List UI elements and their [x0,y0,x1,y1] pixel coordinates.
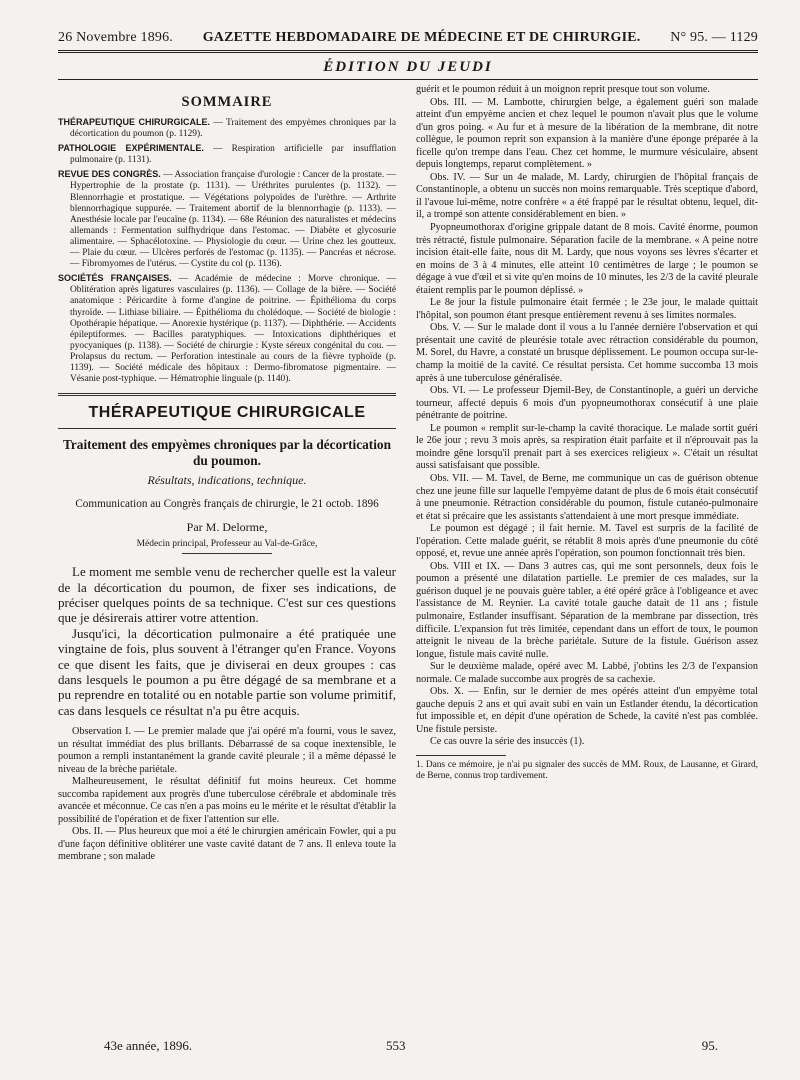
heading-rule [58,428,396,429]
observation-paragraph: Sur le deuxième malade, opéré avec M. Labbé, j'obtins les 2/3 de l'expansion normale. Ce malade succombe aux progrès de sa cachexie. [416,661,758,685]
observation-paragraph: Ce cas ouvre la série des insuccès (1). [430,736,585,748]
author-line: Par M. Delorme, [186,520,268,535]
sommaire-entry: REVUE DES CONGRÈS. — Association française d'urologie : Cancer de la prostate. — Hypertrophie de la prostate (p. 1131). — Uréthrites purulentes (p. 1132). — Blennorrhagie et prostatique. — Végétations polypoïdes de l'urèthre. — Arthrite blennorrhagique suppurée. — Traitement abortif de la blennorrhagie (p. 1133). — Anesthésie locale par l'eucaïne (p. 1134). — 68e Réunion des naturalistes et médecins allemands : Fermentation sulfhydrique dans l'estomac. — Diabète et glycosurie alimentaire. — Sphacélotoxine. — Physiologie du cœur. — Urine chez les goutteux. — Plaie du cœur. — Ulcères perforés de l'estomac (p. 1135). — Pancréas et nécrose. — Fibromyomes de l'utérus. — Cystite du col (p. 1136). [58,169,396,270]
left-column [58,84,396,864]
page-number: 553 [386,1038,406,1053]
edition-banner: ÉDITION DU JEUDI [323,59,493,75]
observation-paragraph: Obs. V. — Sur le malade dont il vous a lu l'année dernière l'observation et qui présentait une cavité de pleurésie totale avec rétraction considérable du poumon, M. Sorel, du Havre, a constaté un brusque déplissement. Le poumon occupa sur-le-champ la moitié de la cavité. Ce résultat persista. Cet homme succomba 13 mois après à une tuberculose généralisée. [416,322,758,384]
author-role: Médecin principal, Professeur au Val-de-Grâce, [136,539,318,550]
observation-paragraph: Obs. III. — M. Lambotte, chirurgien belge, a également guéri son malade atteint d'un empyème ancien et chez lequel le poumon n'avait plus que le volume d'un gros poing. « Au fur et à mesure de la libération de la membrane, dit notre collègue, le poumon reprit son expansion à la manière d'une éponge préparée à la ficelle qu'on trempe dans l'eau. Chez cet homme, le murmure vésiculaire, absent depuis longtemps, reparut complètement. » [416,96,758,171]
intro-paragraph: Le moment me semble venu de rechercher quelle est la valeur de la décortication du poumon, de fixer ses indications, de préciser quelques points de sa technique. C'est sur ces questions que je désirerais attirer votre attention. [58,564,396,626]
page-header [58,30,758,46]
two-column-body [58,84,758,864]
sheet-number: 95. [701,1038,718,1053]
header-rule [58,50,758,53]
footnote: 1. Dans ce mémoire, je n'ai pu signaler des succès de MM. Roux, de Lausanne, et Girard, de Berne, connus trop tardivement. [416,759,758,782]
communication-line: Communication au Congrès français de chirurgie, le 21 octob. 1896 [75,498,379,511]
observation-paragraph: Malheureusement, le résultat définitif fut moins heureux. Cet homme succomba rapidement aux progrès d'une tuberculose cérébrale et abdominale très avancée et méconnue. Ce cas n'en a pas moins eu le mérite et le résultat d'établir la possibilité de l'opération et de fixer l'attention sur elle. [58,776,396,825]
right-column [416,84,758,864]
observation-paragraph: Le poumon est dégagé ; il fait hernie. M. Tavel est surpris de la facilité de l'opération. Cette malade guérit, se rétablit 8 mois après d'une pneumonie du côté opposé, et, revue une année après l'opération, son poumon fonctionnait très bien. [416,523,758,560]
observation-paragraph: Le poumon « remplit sur-le-champ la cavité thoracique. Le malade sortit guéri le 26e jour ; revu 3 mois après, sa respiration était parfaite et il n'éprouvait pas la moindre gêne lorsqu'il prenait part à ses exercices religieux ». C'était un résultat aussi satisfaisant que possible. [416,422,758,472]
observation-paragraph: Obs. II. — Plus heureux que moi a été le chirurgien américain Fowler, qui a pu d'une façon définitive oblitérer une vaste cavité datant de 7 ans. Il enleva toute la membrane ; son malade [58,826,396,863]
journal-page [58,30,758,1060]
author-rule [182,553,272,554]
observation-paragraph: Obs. VIII et IX. — Dans 3 autres cas, qui me sont personnels, deux fois le poumon a présenté une dilatation partielle. Le premier de ces malades, sur la guérison duquel je ne pouvais guère tabler, a été opéré grâce à l'obligeance et avec l'assistance de M. Reynier. La cavité totale gauche datait de 11 ans ; fistule pulmonaire, Estlander insuffisant. Séparation de la membrane par dissection, très difficile. L'expansion fut très limitée, cependant dans un effort de toux, le poumon atteignit le niveau de la brèche pariétale. Suture de la fistule. Guérison assez longue, fistule mais cavité nulle. [416,560,758,660]
sommaire-entry: PATHOLOGIE EXPÉRIMENTALE. — Respiration artificielle par insufflation pulmonaire (p. 1131). [58,143,397,166]
sommaire-entry: SOCIÉTÉS FRANÇAISES. — Académie de médecine : Morve chronique. — Oblitération après ligatures vasculaires (p. 1136). — Collage de la bière. — Société anatomique : Péricardite à forme d'angine de poitrine. — Épithélioma du corps thyroïde. — Lithiase biliaire. — Épithélioma du cholédoque. — Société de biologie : Opothérapie hépatique. — Anorexie hystérique (p. 1137). — Diphthérie. — Accidents épileptiformes. — Bacilles paratyphiques. — Intoxications diphthériques et pyocyaniques (p. 1138). — Société de chirurgie : Kyste séreux congénital du cou. — Prolapsus du rectum. — Perforation intestinale au cours de la fièvre typhoïde (p. 1139). — Société médicale des hôpitaux : Dermo-fibromatose pigmentaire. — Vésanie post-typhique. — Hématrophie linguale (p. 1140). [58,273,396,385]
observation-paragraph: guérit et le poumon réduit à un moignon reprit presque tout son volume. [416,84,710,95]
observation-paragraph: Obs. IV. — Sur un 4e malade, M. Lardy, chirurgien de l'hôpital français de Constantinople, a obtenu un succès non moins remarquable. Très sceptique d'abord, il l'avoue lui-même, notre confrère « a été frappé par le résultat obtenu, lequel, dit-il, a trompé son attente considérablement en bien. » [416,171,758,221]
observation-paragraph: Observation I. — Le premier malade que j'ai opéré m'a fourni, vous le savez, un résultat immédiat des plus brillants. Débarrassé de sa coque inextensible, le poumon a rempli instantanément la grande cavité pleurale ; il a même dépassé le niveau de la brèche pariétale. [58,726,396,775]
section-divider [58,393,396,396]
observation-paragraph: Obs. VII. — M. Tavel, de Berne, me communique un cas de guérison obtenue chez une jeune fille sur laquelle l'empyème datant de plus de 6 mois était consécutif à une pneumonie. Rétraction considérable du poumon, fistule cutanéo-pulmonaire et état si précaire que les assistants s'attendaient à une mort presque immédiate. [416,472,758,522]
observations-left [58,726,396,864]
sommaire-title: SOMMAIRE [181,94,273,110]
section-heading: THÉRAPEUTIQUE CHIRURGICALE [88,404,366,422]
observation-paragraph: Obs. VI. — Le professeur Djemil-Bey, de Constantinople, a guéri un derviche tourneur, affecté depuis 6 mois d'un pyopneumothorax consécutif à une plaie pénétrante de poitrine. [416,385,758,422]
observation-paragraph: Le 8e jour la fistule pulmonaire était fermée ; le 23e jour, le malade quittait l'hôpital, son poumon étant presque entièrement revenu à ses limites normales. [416,297,758,321]
observation-paragraph: Pyopneumothorax d'origine grippale datant de 8 mois. Cavité énorme, poumon très rétracté, fistule pulmonaire. Séparation facile de la membrane. « A peine notre incision était-elle faite, nous dit M. Lardy, que nous voyons ses lèvres s'écarter et en moins de 3 à 4 minutes, elle atteint 10 centimètres de large ; le poumon se dégage à vue d'œil et si vite qu'en moins de 10 minutes, les 2/3 de la cavité pleurale étaient remplis par le poumon déplissé. » [416,222,758,296]
sommaire-entry: THÉRAPEUTIQUE CHIRURGICALE. — Traitement des empyèmes chroniques par la décortication du poumon (p. 1129). [58,117,396,140]
journal-title: GAZETTE HEBDOMADAIRE DE MÉDECINE ET DE CHIRURGIE. [202,30,641,45]
edition-rule [58,79,758,80]
issue-number: N° 95. — 1129 [670,30,758,45]
intro-paragraph: Jusqu'ici, la décortication pulmonaire a été pratiquée une vingtaine de fois, plus souvent à l'étranger qu'en France. Voyons ce que disent les faits, que je diviserai en deux groupes : cas dans lesquels le poumon a pu être dégagé de sa membrane et a pu reprendre en totalité ou en notable partie son volume primitif, cas dans lesquels ce résultat n'a pu être acquis. [58,625,396,718]
article-subtitle: Résultats, indications, technique. [147,473,307,488]
article-intro [58,564,396,718]
article-title: Traitement des empyèmes chroniques par la décortication du poumon. [63,437,391,469]
issue-date: 26 Novembre 1896. [58,30,173,45]
volume-year: 43e année, 1896. [104,1038,193,1053]
observation-paragraph: Obs. X. — Enfin, sur le dernier de mes opérés atteint d'un empyème total gauche depuis 2 ans et qui avait subi en vain un Estlander étendu, la décortication fut impossible et, en dépit d'une opération de Schede, la cavité n'est pas comblée. Une fistule persiste. [416,686,758,735]
footnote-rule [416,755,506,756]
